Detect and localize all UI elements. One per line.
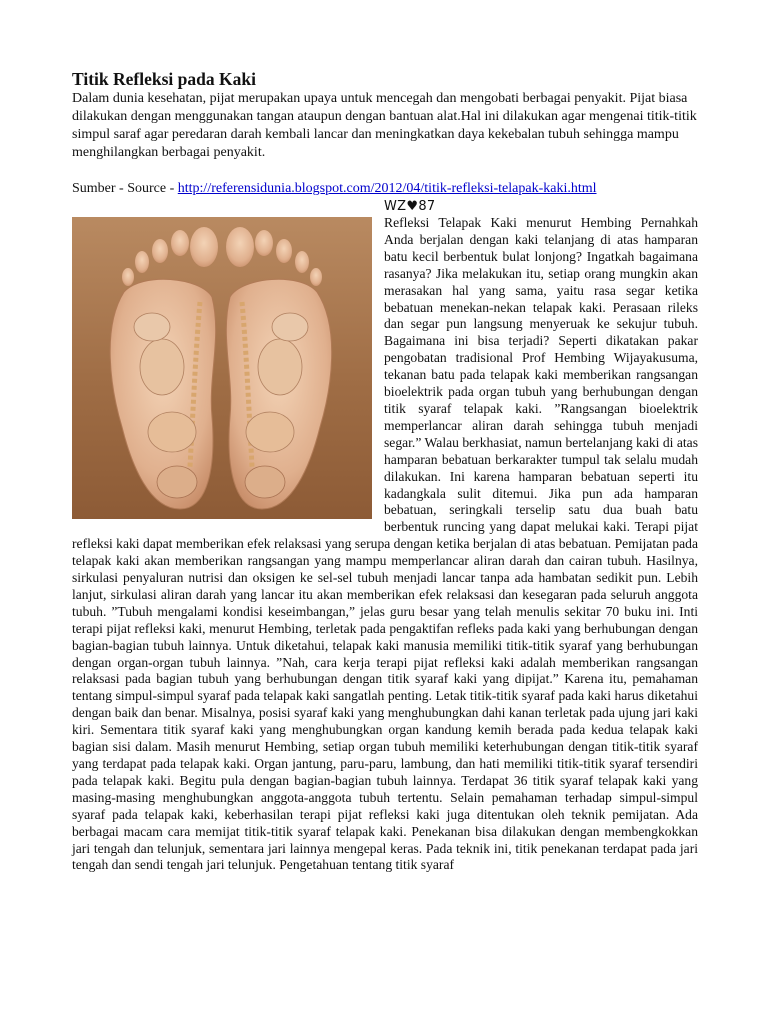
intro-paragraph: Dalam dunia kesehatan, pijat merupakan upaya untuk mencegah dan mengobati berbagai penyakit. Pijat biasa dilakukan dengan menggunakan tangan ataupun dengan bantuan alat.Hal ini dilakukan agar mengenai titik-titik simpul saraf agar peredaran darah kembali lancar dan meningkatkan daya kekebalan tubuh sehingga mampu menghilangkan berbagai penyakit. [72, 91, 697, 160]
document-page [72, 68, 698, 874]
source-line [72, 180, 698, 198]
watermark-tag: WZ♥87 [384, 199, 436, 214]
article-body [72, 215, 698, 874]
source-label: Sumber - Source - [72, 181, 178, 196]
foot-reflexology-image [72, 217, 372, 519]
left-foot [110, 227, 218, 509]
source-link[interactable]: http://referensidunia.blogspot.com/2012/04/titik-refleksi-telapak-kaki.html [177, 181, 597, 196]
right-foot [226, 227, 332, 509]
article-text: Refleksi Telapak Kaki menurut Hembing Pernahkah Anda berjalan dengan kaki telanjang di atas hamparan batu kecil berbentuk bulat lonjong? Ingatkah bagaimana rasanya? Jika melakukan itu, setiap orang mungkin akan merasakan hal yang sama, yaitu rasa segar ketika bebatuan menekan-nekan telapak kaki. Perasaan rileks dan segar pun langsung menyeruak ke sekujur tubuh. Bagaimana ini bisa terjadi? Seperti dikatakan pakar pengobatan tradisional Prof Hembing Wijayakusuma, tekanan batu pada telapak kaki memberikan rangsangan bioelektrik pada organ tubuh yang berhubungan dengan titik syaraf telapak kaki. ”Rangsangan bioelektrik memperlancar aliran darah sehingga tubuh menjadi segar.” Walau berkhasiat, namun bertelanjang kaki di atas hamparan bebatuan berkarakter tumpul tak selalu mudah dilakukan. Ini karena hamparan bebatuan seperti itu kadangkala sulit ditemui. Jika pun ada hamparan bebatuan, seringkali terselip satu dua buah batu berbentuk runcing yang dapat melukai kaki. Terapi pijat refleksi kaki dapat memberikan efek relaksasi yang serupa dengan ketika berjalan di atas bebatuan. Pemijatan pada telapak kaki akan memberikan rangsangan yang mampu memperlancar aliran darah dan cairan tubuh. Hasilnya, sirkulasi penyaluran nutrisi dan oksigen ke sel-sel tubuh menjadi lancar tanpa ada hambatan sedikit pun. Lebih lanjut, sirkulasi aliran darah yang lancar itu akan memberikan efek relaksasi dan kesegaran pada seluruh anggota tubuh. ”Tubuh mengalami kondisi keseimbangan,” jelas guru besar yang telah menulis sekitar 70 buku ini. Inti terapi pijat refleksi kaki, menurut Hembing, terletak pada pengaktifan refleks pada kaki yang berhubungan dengan bagian-bagian tubuh lainnya. Untuk diketahui, telapak kaki manusia memiliki titik-titik syaraf yang berhubungan dengan organ-organ tubuh lainnya. ”Nah, cara kerja terapi pijat refleksi kaki adalah memberikan rangsangan relaksasi pada bagian tubuh yang berhubungan dengan titik syaraf kaki yang dipijat.” Karena itu, pemahaman tentang simpul-simpul syaraf pada telapak kaki sangatlah penting. Letak titik-titik syaraf pada kaki harus diketahui dengan baik dan benar. Misalnya, posisi syaraf kaki yang menghubungkan dahi kanan terletak pada ujung jari kaki kiri. Sementara titik syaraf kaki yang menghubungkan organ kandung kemih berada pada kedua telapak kaki bagian sisi dalam. Masih menurut Hembing, setiap organ tubuh memiliki keterhubungan dengan titik-titik syaraf yang terdapat pada telapak kaki. Organ jantung, paru-paru, lambung, dan hati memiliki titik-titik syaraf tersendiri pada telapak kaki. Begitu pula dengan bagian-bagian tubuh lainnya. Terdapat 36 titik syaraf telapak kaki yang masing-masing menghubungkan anggota-anggota tubuh tertentu. Selain pemahaman terhadap simpul-simpul syaraf pada telapak kaki, keberhasilan terapi pijat refleksi kaki juga ditentukan oleh teknik pemijatan. Ada berbagai macam cara memijat titik-titik syaraf telapak kaki. Penekanan bisa dilakukan dengan membengkokkan jari tengah dan telunjuk, sementara jari lainnya mengepal keras. Pada teknik ini, titik penekanan terdapat pada jari tengah dan sendi tengah jari telunjuk. Pengetahuan tentang titik syaraf [72, 215, 698, 873]
page-title: Titik Refleksi pada Kaki [72, 69, 256, 89]
feet-illustration [72, 217, 372, 519]
